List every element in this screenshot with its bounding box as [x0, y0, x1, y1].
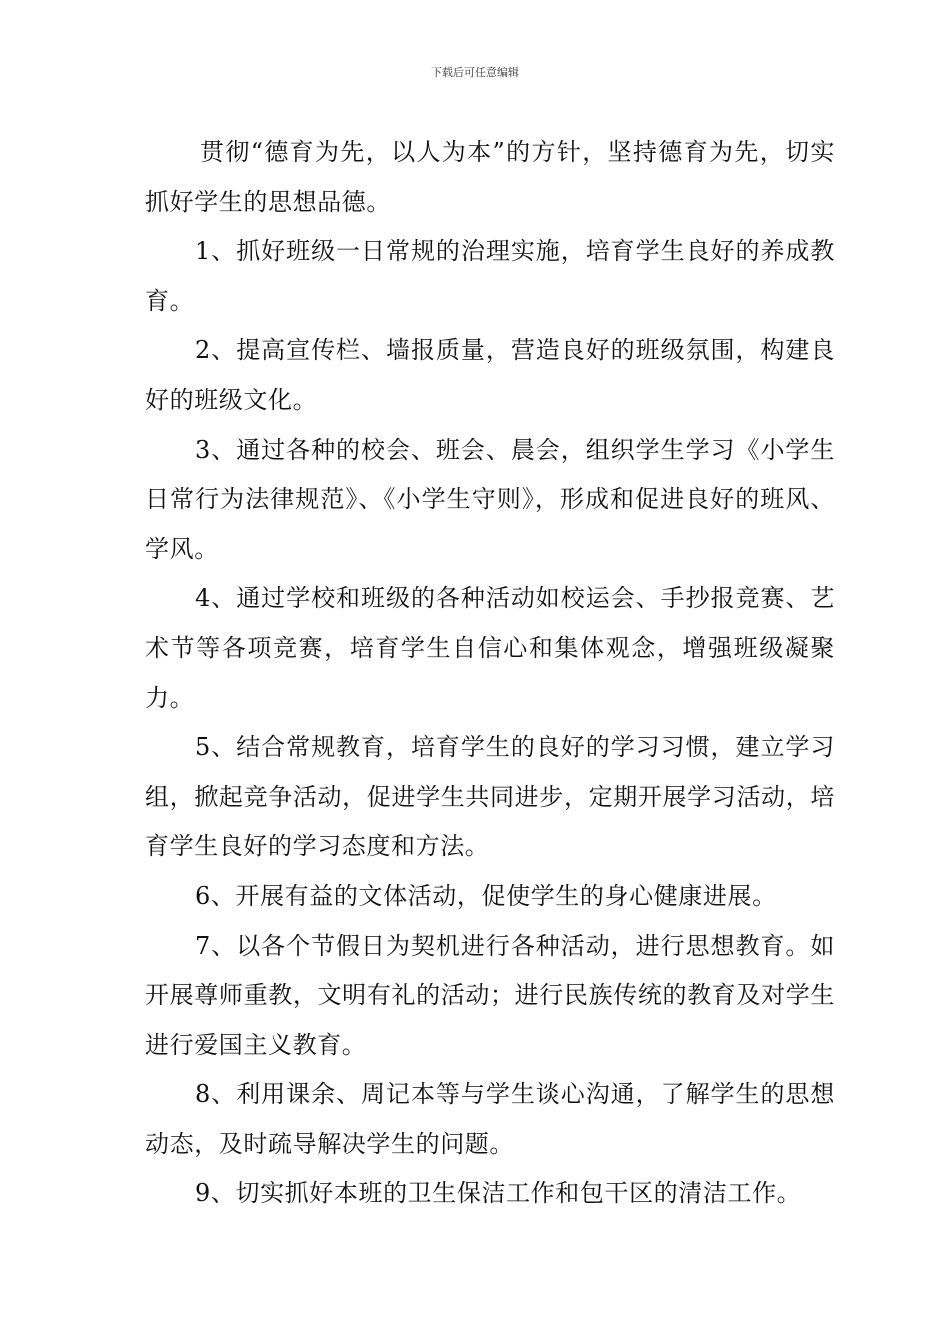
paragraph-item-1: 1、抓好班级一日常规的治理实施，培育学生良好的养成教育。 [145, 237, 835, 315]
paragraph-item-5: 5、结合常规教育，培育学生的良好的学习习惯，建立学习组，掀起竞争活动，促进学生共同进步，定期开展学习活动，培育学生良好的学习态度和方法。 [145, 733, 835, 861]
paragraph-item-4: 4、通过学校和班级的各种活动如校运会、手抄报竞赛、艺术节等各项竞赛，培育学生自信心和集体观念，增强班级凝聚力。 [145, 584, 835, 712]
document-body [145, 128, 835, 1219]
paragraph-intro: 贯彻“德育为先，以人为本”的方针，坚持德育为先，切实抓好学生的思想品德。 [145, 138, 835, 216]
paragraph-item-2: 2、提高宣传栏、墙报质量，营造良好的班级氛围，构建良好的班级文化。 [145, 336, 835, 414]
page-header: 下载后可任意编辑 [431, 66, 519, 79]
paragraph-item-7: 7、以各个节假日为契机进行各种活动，进行思想教育。如开展尊师重教，文明有礼的活动；进行民族传统的教育及对学生进行爱国主义教育。 [145, 931, 835, 1059]
paragraph-item-3: 3、通过各种的校会、班会、晨会，组织学生学习《小学生日常行为法律规范》、《小学生守则》，形成和促进良好的班风、学风。 [145, 435, 835, 563]
paragraph-item-8: 8、利用课余、周记本等与学生谈心沟通，了解学生的思想动态，及时疏导解决学生的问题。 [145, 1080, 835, 1158]
paragraph-item-9: 9、切实抓好本班的卫生保洁工作和包干区的清洁工作。 [195, 1179, 802, 1208]
paragraph-item-6: 6、开展有益的文体活动，促使学生的身心健康进展。 [195, 881, 777, 910]
